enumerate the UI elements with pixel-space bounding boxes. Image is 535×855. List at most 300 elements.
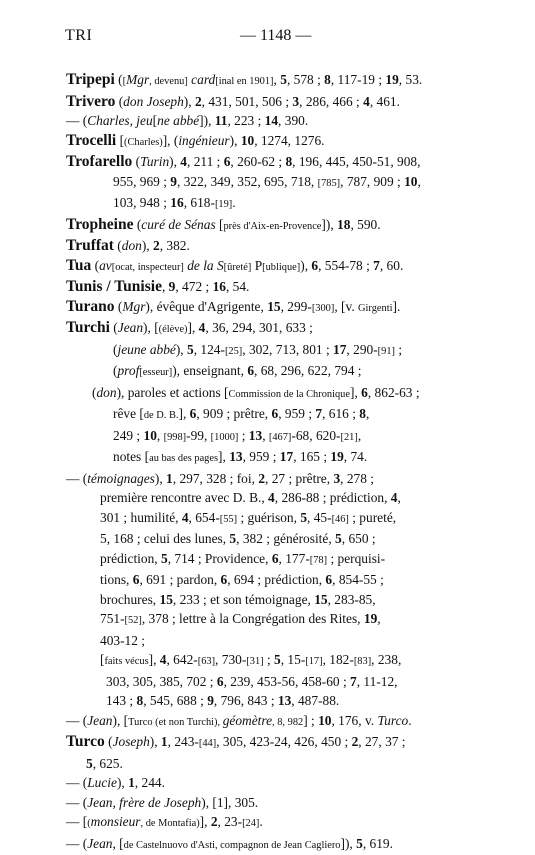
- index-text: 18: [337, 217, 350, 232]
- index-line: [66, 834, 476, 855]
- index-line: [66, 361, 476, 383]
- index-text: (: [87, 818, 90, 829]
- index-text: 6: [361, 385, 368, 400]
- index-text: (: [132, 154, 140, 169]
- index-text: ]),: [199, 113, 215, 128]
- index-text: 103, 948 ;: [113, 195, 170, 210]
- index-line: [66, 469, 476, 489]
- index-text: , 302, 713, 801 ;: [242, 342, 333, 357]
- index-text: Jean: [118, 320, 143, 335]
- index-headword: Turco: [66, 733, 105, 750]
- index-text: [1000]: [211, 432, 239, 443]
- index-text: 2: [258, 471, 265, 486]
- index-text: , 796, 843 ;: [214, 693, 278, 708]
- index-text: -68, 620-: [291, 428, 340, 443]
- index-text: , 1274, 1276.: [254, 133, 324, 148]
- index-text: 5: [161, 551, 168, 566]
- index-text: 17: [333, 342, 346, 357]
- index-text: 2: [352, 734, 359, 749]
- index-text: , 11-12,: [357, 674, 398, 689]
- index-text: ].: [392, 299, 400, 314]
- index-text: 10: [144, 428, 157, 443]
- index-line: [66, 426, 476, 448]
- index-text: , 176, v.: [331, 713, 377, 728]
- index-text: , 691 ; pardon,: [139, 572, 220, 587]
- index-text: ), [: [112, 713, 128, 728]
- index-headword: Tripepi: [66, 71, 115, 88]
- index-text: , 854-55 ;: [332, 572, 384, 587]
- index-text: , 286, 466 ;: [299, 94, 363, 109]
- index-headword: Tunis / Tunisie: [66, 278, 162, 295]
- index-line: [66, 812, 476, 834]
- index-text: ],: [200, 814, 211, 829]
- index-text: [ocat, inspecteur]: [112, 262, 184, 273]
- index-text: 5: [274, 652, 281, 667]
- index-text: ; guérison,: [237, 510, 300, 525]
- index-text: 2: [153, 238, 160, 253]
- index-text: , de Montafia): [141, 818, 200, 829]
- index-line: [66, 793, 476, 813]
- index-text: — (: [66, 775, 87, 790]
- index-text: 5: [335, 531, 342, 546]
- index-text: ), [1], 305.: [201, 795, 258, 810]
- index-text: card: [188, 72, 215, 87]
- index-text: ] ;: [303, 713, 318, 728]
- index-text: [78]: [310, 555, 327, 566]
- index-text: 15: [314, 592, 327, 607]
- index-text: Jean: [87, 836, 112, 851]
- index-text: 6: [271, 406, 278, 421]
- index-text: , 53.: [399, 72, 422, 87]
- index-text: , 243-: [168, 734, 199, 749]
- index-text: ;: [264, 652, 274, 667]
- index-text: , 299-: [281, 299, 312, 314]
- index-text: ), évêque d'Agrigente,: [145, 299, 267, 314]
- index-text: ),: [230, 133, 241, 148]
- index-text: , 117-19 ;: [331, 72, 386, 87]
- index-text: Jean, frère de Joseph: [87, 795, 201, 810]
- index-text: ]),: [321, 217, 337, 232]
- index-text: 5, 168 ; celui des lunes,: [100, 531, 229, 546]
- index-text: [: [116, 133, 124, 148]
- index-text: ,: [157, 428, 164, 443]
- index-line: [66, 172, 476, 194]
- index-text: [44]: [199, 738, 216, 749]
- index-text: ,: [397, 490, 400, 505]
- index-text: ne abbé: [157, 113, 199, 128]
- index-line: [66, 297, 476, 319]
- index-text: .: [259, 814, 262, 829]
- index-text: , 74.: [344, 449, 367, 464]
- index-text: Turco (et non Turchi),: [128, 717, 223, 728]
- index-line: [66, 318, 476, 340]
- index-text: (: [113, 342, 117, 357]
- index-text: ), enseignant,: [172, 363, 247, 378]
- index-text: 10: [318, 713, 331, 728]
- index-text: jeune abbé: [117, 342, 175, 357]
- index-text: , 283-85,: [328, 592, 376, 607]
- index-line: [66, 111, 476, 131]
- index-text: de Castelnuovo d'Asti, compagnon de Jean Cagliero: [124, 840, 341, 851]
- index-text: prédiction,: [100, 551, 161, 566]
- index-text: , 714 ; Providence,: [168, 551, 272, 566]
- index-text: 6: [217, 674, 224, 689]
- index-line: [66, 340, 476, 362]
- index-text: brochures,: [100, 592, 160, 607]
- index-text: Girgenti: [358, 303, 392, 314]
- index-text: , 27 ; prêtre,: [265, 471, 333, 486]
- index-text: de la S: [184, 258, 224, 273]
- index-text: , 8, 982: [272, 717, 303, 728]
- index-line: [66, 773, 476, 793]
- index-text: (élève): [159, 324, 188, 335]
- index-line: [66, 672, 476, 692]
- index-headword: Trivero: [66, 93, 115, 110]
- index-text: [63]: [198, 656, 215, 667]
- index-text: 6: [133, 572, 140, 587]
- index-text: (: [92, 385, 96, 400]
- index-text: au bas des pages: [149, 453, 218, 464]
- index-text: [esseur]: [139, 367, 172, 378]
- index-text: ],: [188, 320, 199, 335]
- index-text: 5: [229, 531, 236, 546]
- index-text: , 211 ;: [187, 154, 224, 169]
- index-text: 7: [315, 406, 322, 421]
- index-text: 16: [213, 279, 226, 294]
- index-text: , 382.: [160, 238, 190, 253]
- index-text: , 862-63 ;: [368, 385, 420, 400]
- index-text: 3: [333, 471, 340, 486]
- index-text: , 286-88 ; prédiction,: [275, 490, 391, 505]
- index-text: , 182-: [323, 652, 354, 667]
- index-line: [66, 383, 476, 405]
- index-text: , 487-88.: [291, 693, 339, 708]
- index-text: monsieur: [91, 814, 141, 829]
- index-text: [21]: [341, 432, 358, 443]
- index-text: 11: [215, 113, 228, 128]
- index-line: [66, 488, 476, 508]
- index-line: [66, 131, 476, 153]
- index-text: 5: [280, 72, 287, 87]
- index-text: ;: [395, 342, 402, 357]
- index-text: , 959 ;: [278, 406, 315, 421]
- index-text: 5: [86, 756, 93, 771]
- index-text: Commission de la Chronique: [228, 389, 350, 400]
- index-text: ],: [350, 385, 361, 400]
- index-text: 8: [359, 406, 366, 421]
- index-text: [ublique]: [262, 262, 300, 273]
- index-line: [66, 92, 476, 112]
- index-text: 6: [272, 551, 279, 566]
- index-text: 303, 305, 385, 702 ;: [106, 674, 217, 689]
- index-text: , 578 ;: [287, 72, 324, 87]
- index-text: faits vécus: [104, 656, 148, 667]
- index-text: témoignages: [87, 471, 155, 486]
- index-line: [66, 70, 476, 92]
- index-text: , 15-: [281, 652, 306, 667]
- index-text: , [v.: [334, 299, 358, 314]
- index-text: 7: [350, 674, 357, 689]
- index-text: , 23-: [218, 814, 243, 829]
- index-line: [66, 711, 476, 733]
- index-text: [inal en 1901]: [215, 76, 273, 87]
- index-text: 6: [224, 154, 231, 169]
- index-text: , 124-: [194, 342, 225, 357]
- index-text: [55]: [220, 514, 237, 525]
- index-text: 19: [330, 449, 343, 464]
- index-text: [998]: [164, 432, 187, 443]
- index-text: 4: [160, 652, 167, 667]
- index-text: 1: [161, 734, 168, 749]
- index-text: 19: [385, 72, 398, 87]
- page-number: — 1148 —: [240, 27, 311, 45]
- index-text: , 694 ; prédiction,: [227, 572, 325, 587]
- index-line: [66, 549, 476, 571]
- index-line: [66, 236, 476, 256]
- index-text: , 730-: [215, 652, 246, 667]
- index-text: av: [99, 258, 112, 273]
- index-text: , 165 ;: [293, 449, 330, 464]
- index-line: [66, 508, 476, 530]
- index-text: [: [100, 652, 104, 667]
- index-text: notes [: [113, 449, 149, 464]
- index-text: 14: [265, 113, 278, 128]
- index-line: [66, 590, 476, 610]
- index-text: [ûreté]: [224, 262, 252, 273]
- index-text: , 382 ; générosité,: [236, 531, 335, 546]
- index-text: [: [123, 76, 126, 87]
- index-text: , 642-: [166, 652, 197, 667]
- index-text: 249 ;: [113, 428, 144, 443]
- index-line: [66, 215, 476, 237]
- index-text: ),: [117, 775, 128, 790]
- index-text: [31]: [246, 656, 263, 667]
- index-text: , 60.: [380, 258, 403, 273]
- index-text: don: [96, 385, 116, 400]
- index-line: [66, 650, 476, 672]
- index-text: (: [115, 299, 123, 314]
- index-text: , 244.: [135, 775, 165, 790]
- index-text: , 177-: [279, 551, 310, 566]
- index-headword: Trocelli: [66, 132, 116, 149]
- index-text: [52]: [125, 615, 142, 626]
- index-text: 301 ; humilité,: [100, 510, 182, 525]
- index-text: -99,: [186, 428, 211, 443]
- index-text: [46]: [332, 514, 349, 525]
- index-text: (: [91, 258, 99, 273]
- index-text: , 625.: [93, 756, 123, 771]
- index-text: géomètre: [223, 713, 272, 728]
- index-text: 4: [180, 154, 187, 169]
- index-headword: Tua: [66, 257, 91, 274]
- index-text: ),: [169, 154, 180, 169]
- index-text: ],: [149, 652, 160, 667]
- index-text: , 322, 349, 352, 695, 718,: [177, 174, 318, 189]
- index-text: don: [122, 238, 142, 253]
- index-text: ,: [418, 174, 421, 189]
- index-text: rêve [: [113, 406, 144, 421]
- index-text: — (: [66, 836, 87, 851]
- index-text: Turin: [140, 154, 169, 169]
- index-text: 16: [170, 195, 183, 210]
- index-headword: Tropheine: [66, 216, 133, 233]
- index-text: 5: [187, 342, 194, 357]
- index-text: ,: [274, 72, 281, 87]
- index-text: ,: [262, 428, 269, 443]
- index-text: 4: [391, 490, 398, 505]
- index-text: 9: [170, 174, 177, 189]
- index-line: [66, 570, 476, 590]
- index-text: Charles, jeu: [87, 113, 152, 128]
- index-text: ), paroles et actions [: [117, 385, 229, 400]
- index-text: , 239, 453-56, 458-60 ;: [224, 674, 350, 689]
- index-text: 6: [325, 572, 332, 587]
- index-text: , 787, 909 ;: [340, 174, 404, 189]
- index-text: ),: [184, 94, 195, 109]
- index-text: tions,: [100, 572, 133, 587]
- index-text: , 461.: [370, 94, 400, 109]
- index-text: ),: [150, 734, 161, 749]
- index-text: ),: [155, 471, 166, 486]
- index-line: [66, 152, 476, 172]
- index-text: près d'Aix-en-Provence: [223, 221, 321, 232]
- index-text: ], (: [163, 133, 179, 148]
- index-text: , 654-: [189, 510, 220, 525]
- index-text: .: [232, 195, 235, 210]
- index-text: — (: [66, 471, 87, 486]
- index-headword: Turchi: [66, 319, 110, 336]
- index-text: , 260-62 ;: [230, 154, 285, 169]
- index-text: 13: [229, 449, 242, 464]
- index-text: 5: [356, 836, 363, 851]
- index-text: , 305, 423-24, 426, 450 ;: [216, 734, 351, 749]
- index-text: 751-: [100, 611, 125, 626]
- index-text: Mgr: [126, 72, 149, 87]
- index-text: ;: [238, 428, 248, 443]
- index-text: 6: [311, 258, 318, 273]
- index-text: don Joseph: [123, 94, 184, 109]
- index-text: de D. B.: [144, 410, 179, 421]
- index-text: , [: [112, 836, 123, 851]
- index-text: [25]: [225, 346, 242, 357]
- index-text: première rencontre avec D. B.,: [100, 490, 268, 505]
- index-text: , 196, 445, 450-51, 908,: [292, 154, 420, 169]
- index-text: [: [153, 113, 157, 128]
- index-text: (: [105, 734, 113, 749]
- index-text: 13: [278, 693, 291, 708]
- index-text: , 616 ;: [322, 406, 359, 421]
- index-text: ),: [300, 258, 311, 273]
- index-text: 3: [292, 94, 299, 109]
- index-text: 8: [324, 72, 331, 87]
- index-text: 5: [300, 510, 307, 525]
- index-text: (: [113, 363, 117, 378]
- index-text: , 390.: [278, 113, 308, 128]
- index-text: 19: [364, 611, 377, 626]
- index-text: 10: [241, 133, 254, 148]
- index-text: , 54.: [226, 279, 249, 294]
- index-text: [91]: [378, 346, 395, 357]
- index-line: [66, 256, 476, 278]
- index-text: 8: [285, 154, 292, 169]
- index-text: 7: [373, 258, 380, 273]
- index-text: , 297, 328 ; foi,: [173, 471, 259, 486]
- index-text: [467]: [269, 432, 292, 443]
- index-text: 955, 969 ;: [113, 174, 170, 189]
- index-text: 403-12 ;: [100, 633, 145, 648]
- index-text: , 233 ; et son témoignage,: [173, 592, 314, 607]
- index-headword: Truffat: [66, 237, 114, 254]
- index-text: 1: [128, 775, 135, 790]
- index-text: , 472 ;: [175, 279, 212, 294]
- index-text: , 590.: [350, 217, 380, 232]
- index-text: ],: [179, 406, 190, 421]
- index-text: curé de Sénas: [141, 217, 215, 232]
- index-text: 1: [166, 471, 173, 486]
- index-text: 4: [363, 94, 370, 109]
- index-line: [66, 732, 476, 754]
- index-text: Lucie: [87, 775, 117, 790]
- index-line: [66, 691, 476, 711]
- index-text: , 223 ;: [227, 113, 264, 128]
- index-text: [24]: [242, 818, 259, 829]
- index-text: 15: [160, 592, 173, 607]
- index-text: 4: [182, 510, 189, 525]
- index-text: ,: [377, 611, 380, 626]
- index-text: .: [408, 713, 411, 728]
- index-text: , 36, 294, 301, 633 ;: [205, 320, 313, 335]
- index-text: (: [110, 320, 118, 335]
- index-text: [: [216, 217, 224, 232]
- index-text: 8: [137, 693, 144, 708]
- index-text: ; perquisi-: [327, 551, 385, 566]
- index-text: , 618-: [184, 195, 215, 210]
- index-text: , 619.: [363, 836, 393, 851]
- index-text: , 554-78 ;: [318, 258, 373, 273]
- index-text: , 45-: [307, 510, 332, 525]
- index-text: 4: [268, 490, 275, 505]
- index-text: Joseph: [113, 734, 150, 749]
- index-text: (: [115, 94, 123, 109]
- index-text: 15: [267, 299, 280, 314]
- index-text: (Charles): [124, 137, 163, 148]
- index-text: 9: [207, 693, 214, 708]
- index-text: Mgr: [122, 299, 145, 314]
- index-line: [66, 529, 476, 549]
- index-text: 13: [249, 428, 262, 443]
- index-text: ingénieur: [178, 133, 229, 148]
- index-line: [66, 609, 476, 631]
- index-text: 17: [280, 449, 293, 464]
- index-text: , 238,: [371, 652, 401, 667]
- index-text: — (: [66, 713, 87, 728]
- index-text: , 650 ;: [342, 531, 376, 546]
- index-text: , 959 ;: [243, 449, 280, 464]
- index-line: [66, 754, 476, 774]
- index-text: ]),: [341, 836, 357, 851]
- index-text: ],: [218, 449, 229, 464]
- index-text: , 278 ;: [340, 471, 374, 486]
- index-text: , 431, 501, 506 ;: [202, 94, 293, 109]
- index-text: [17]: [305, 656, 322, 667]
- index-headword: Trofarello: [66, 153, 132, 170]
- index-text: 2: [195, 94, 202, 109]
- index-text: — (: [66, 795, 87, 810]
- index-text: (: [115, 72, 123, 87]
- index-text: 6: [221, 572, 228, 587]
- running-head: TRI: [65, 27, 92, 45]
- index-line: [66, 631, 476, 651]
